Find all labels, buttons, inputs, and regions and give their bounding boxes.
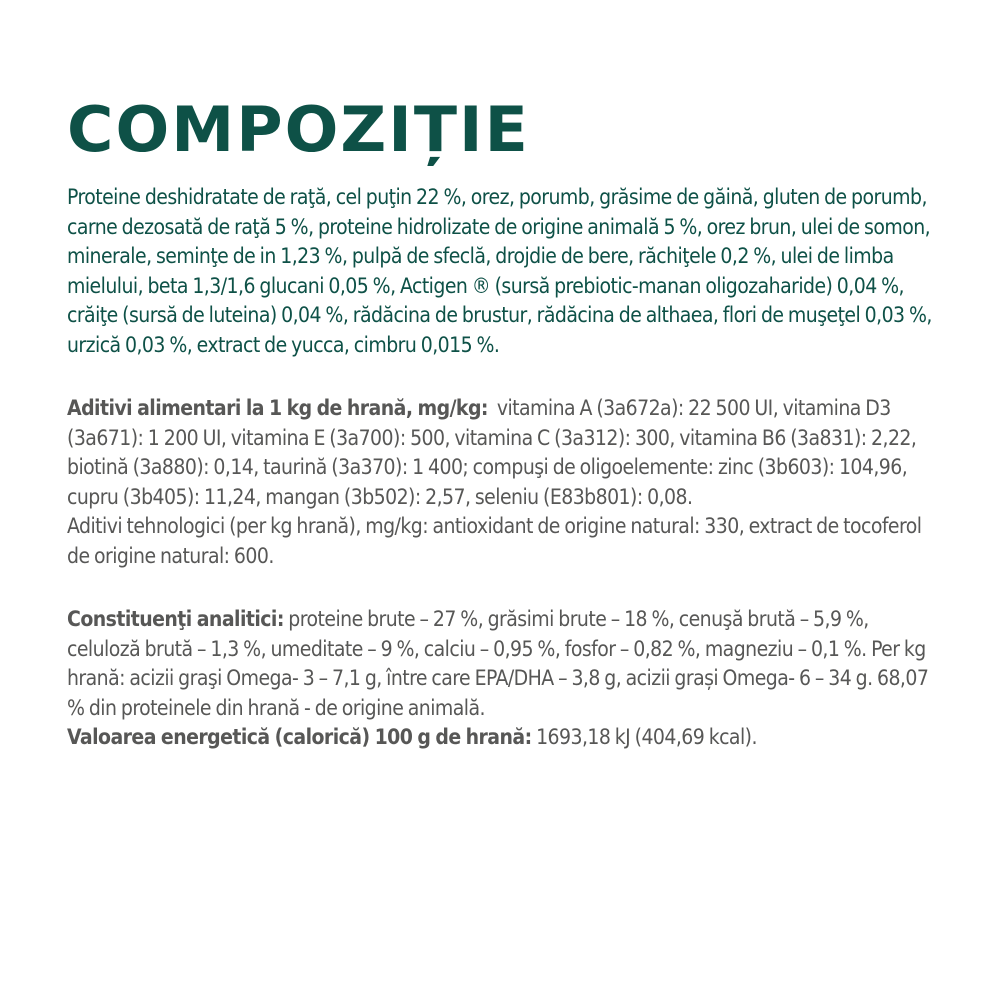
energy-value-label: Valoarea energetică (calorică) 100 g de hrană: [67, 725, 532, 749]
energy-value-paragraph [67, 723, 942, 753]
analytical-constituents-paragraph [67, 605, 942, 723]
ingredients-text: Proteine deshidratate de raţă, cel puţin 22 %, orez, porumb, grăsime de găină, gluten de porumb, carne dezosată de raţă 5 %, proteine hidrolizate de origine animală 5 %, orez brun, ulei de somon, minerale, seminţe de in 1,23 %, pulpă de sfeclă, drojdie de bere, răchiţele 0,2 %, ulei de limba mielului, beta 1,3/1,6 glucani 0,05 %, Actigen ® (sursă prebiotic-manan oligozaharide) 0,04 %, crăiţe (sursă de luteina) 0,04 %, rădăcina de brustur, rădăcina de althaea, flori de muşeţel 0,03 %, urzică 0,03 %, extract de yucca, cimbru 0,015 %. [67, 185, 932, 357]
analytical-constituents-label: Constituenţi analitici: [67, 607, 284, 631]
energy-value-text: 1693,18 kJ (404,69 kcal). [531, 725, 757, 749]
nutritional-additives-paragraph [67, 394, 942, 512]
analytical-section [67, 605, 942, 753]
page-title: COMPOZIȚIE [67, 93, 530, 166]
technological-additives-text: Aditivi tehnologici (per kg hrană), mg/kg: antioxidant de origine natural: 330, extract de tocoferol de origine natural: 600. [67, 514, 922, 568]
additives-section [67, 394, 942, 571]
nutritional-additives-label: Aditivi alimentari la 1 kg de hrană, mg/kg: [67, 396, 488, 420]
analytical-constituents-text: proteine brute – 27 %, grăsimi brute – 18 %, cenuşă brută – 5,9 %, celuloză brută – 1,3 %, umeditate – 9 %, calciu – 0,95 %, fosfor – 0,82 %, magneziu – 0,1 %. Per kg hrană: acizii graşi Omega- 3 – 7,1 g, între care EPA/DHA – 3,8 g, acizii grași Omega- 6 – 34 g. 68,07 % din proteinele din hrană - de origine animală. [67, 607, 929, 720]
nutritional-additives-text: vitamina A (3a672a): 22 500 UI, vitamina D3 (3a671): 1 200 UI, vitamina E (3a700): 500, vitamina C (3a312): 300, vitamina B6 (3a831): 2,22, biotină (3a880): 0,14, taurină (3a370): 1 400; compuşi de oligoelemente: zinc (3b603): 104,96, cupru (3b405): 11,24, mangan (3b502): 2,57, seleniu (E83b801): 0,08. [67, 396, 921, 509]
composition-page [67, 95, 942, 753]
